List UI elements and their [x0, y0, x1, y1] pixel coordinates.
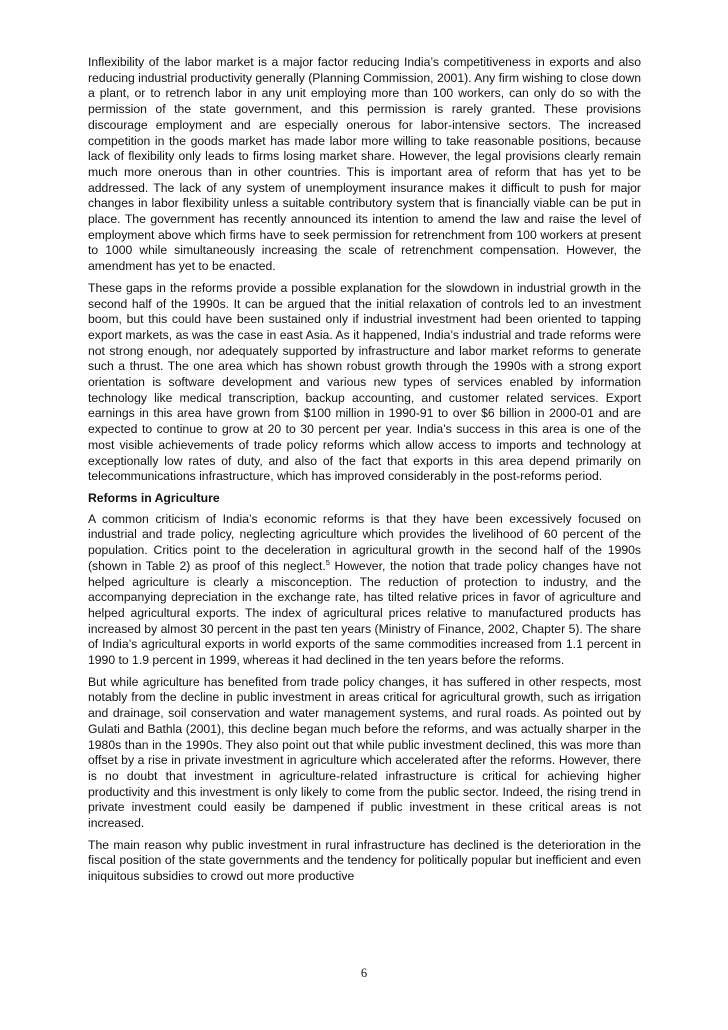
section-heading-agriculture: Reforms in Agriculture [88, 490, 220, 505]
paragraph-reform-gaps: These gaps in the reforms provide a possible explanation for the slowdown in industrial growth in the second half of the 1990s. It can be argued that the initial relaxation of controls led to an investment boom, but this could have been sustained only if industrial investment had been oriented to tapping export markets, as was the case in east Asia. As it happened, India’s industrial and trade reforms were not strong enough, nor adequately supported by infrastructure and labor market reforms to generate such a thrust. The one area which has shown robust growth through the 1990s with a strong export orientation is software development and various new types of services enabled by information technology like medical transcription, backup accounting, and customer related services. Export earnings in this area have grown from $100 million in 1990-91 to over $6 billion in 2000-01 and are expected to continue to grow at 20 to 30 percent per year. India’s success in this area is one of the most visible achievements of trade policy reforms which allow access to imports and technology at exceptionally low rates of duty, and also of the fact that exports in this area depend primarily on telecommunications infrastructure, which has improved considerably in the post-reforms period. [88, 280, 641, 484]
paragraph-rural-infrastructure: The main reason why public investment in rural infrastructure has declined is the deterioration in the fiscal position of the state governments and the tendency for politically popular but inefficient and even iniquitous subsidies to crowd out more productive [88, 837, 641, 884]
footnote-marker: 5 [325, 557, 330, 567]
paragraph-text: However, the notion that trade policy changes have not helped agriculture is clearly a misconception. The reduction of protection to industry, and the accompanying depreciation in the exchange rate, has tilted relative prices in favor of agriculture and helped agricultural exports. The index of agricultural prices relative to manufactured products has increased by almost 30 percent in the past ten years (Ministry of Finance, 2002, Chapter 5). The share of India’s agricultural exports in world exports of the same commodities increased from 1.1 percent in 1990 to 1.9 percent in 1999, whereas it had declined in the ten years before the reforms. [88, 558, 641, 668]
paragraph-text: A common criticism of India’s economic reforms is that they have been excessively focused on industrial and trade policy, neglecting agriculture which provides the livelihood of 60 percent of the population. Critics point to the deceleration in agricultural growth in the second half of the 1990s (shown in Table 2) as proof of this neglect. [88, 511, 641, 573]
document-page [88, 55, 641, 891]
paragraph-labor-market: Inflexibility of the labor market is a major factor reducing India’s competitiveness in exports and also reducing industrial productivity generally (Planning Commission, 2001). Any firm wishing to close down a plant, or to retrench labor in any unit employing more than 100 workers, can only do so with the permission of the state government, and this permission is rarely granted. These provisions discourage employment and are especially onerous for labor-intensive sectors. The increased competition in the goods market has made labor more willing to take reasonable positions, because lack of flexibility only leads to firms losing market share. However, the legal provisions clearly remain much more onerous than in other countries. This is important area of reform that has yet to be addressed. The lack of any system of unemployment insurance makes it difficult to push for major changes in labor flexibility unless a suitable contributory system that is financially viable can be put in place. The government has recently announced its intention to amend the law and raise the level of employment above which firms have to seek permission for retrenchment from 100 workers at present to 1000 while simultaneously increasing the scale of retrenchment compensation. However, the amendment has yet to be enacted. [88, 55, 641, 274]
page-number: 6 [360, 966, 368, 980]
paragraph-agriculture-criticism [88, 512, 641, 669]
paragraph-public-investment: But while agriculture has benefited from trade policy changes, it has suffered in other respects, most notably from the decline in public investment in areas critical for agricultural growth, such as irrigation and drainage, soil conservation and water management systems, and rural roads. As pointed out by Gulati and Bathla (2001), this decline began much before the reforms, and was actually sharper in the 1980s than in the 1990s. They also point out that while public investment declined, this was more than offset by a rise in private investment in agriculture which accelerated after the reforms. However, there is no doubt that investment in agriculture-related infrastructure is critical for achieving higher productivity and this investment is only likely to come from the public sector. Indeed, the rising trend in private investment could easily be dampened if public investment in these critical areas is not increased. [88, 674, 641, 831]
